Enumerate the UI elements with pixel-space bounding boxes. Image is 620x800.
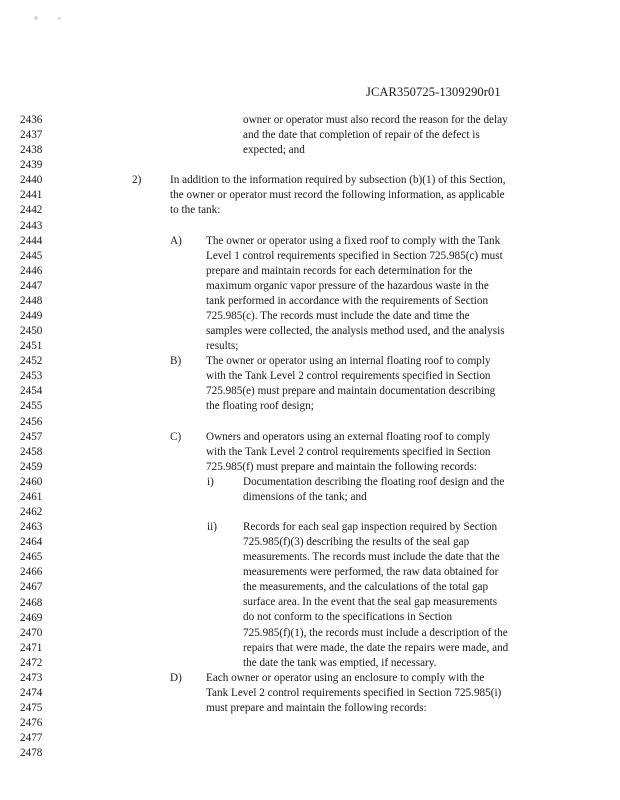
line-number: 2466 (20, 566, 43, 579)
text-line: with the Tank Level 2 control requirements specified in Section (206, 445, 491, 458)
item-c-i-paragraph (243, 475, 504, 505)
line-number: 2477 (20, 732, 43, 745)
item-a-paragraph (206, 234, 505, 355)
item-a-label: A) (170, 234, 182, 247)
text-line: Each owner or operator using an enclosure to comply with the (206, 672, 485, 684)
line-number: 2459 (20, 460, 43, 473)
item-c-ii-paragraph (243, 520, 508, 671)
line-number: 2454 (20, 385, 43, 398)
line-number: 2457 (20, 430, 43, 443)
line-numbers (20, 113, 53, 761)
line-number: 2441 (20, 189, 43, 202)
text-line: 725.985(f)(3) describing the results of the seal gap (243, 536, 470, 549)
line-number: 2474 (20, 686, 43, 699)
item-c-paragraph (206, 430, 491, 475)
line-number: 2446 (20, 264, 43, 277)
text-line: samples were collected, the analysis method used, and the analysis (206, 325, 505, 338)
text-line: expected; and (243, 144, 305, 157)
item-c-label: C) (170, 430, 182, 443)
line-number: 2447 (20, 279, 43, 292)
line-number: 2467 (20, 581, 43, 594)
text-line: the owner or operator must record the following information, as applicable (170, 189, 505, 202)
line-number: 2439 (20, 159, 43, 172)
line-number: 2461 (20, 490, 43, 503)
line-number: 2470 (20, 626, 43, 639)
text-line: 725.985(f)(1), the records must include a description of the (243, 626, 508, 639)
item-b-label: B) (170, 355, 182, 368)
line-number: 2452 (20, 355, 43, 368)
line-number: 2464 (20, 536, 43, 549)
text-line: measurements were performed, the raw data obtained for (243, 566, 499, 579)
text-line: the date the tank was emptied, if necessary. (243, 656, 437, 669)
text-line: owner or operator must also record the reason for the delay (243, 114, 508, 126)
item-2-label: 2) (132, 174, 142, 187)
line-number: 2449 (20, 310, 43, 323)
line-number: 2476 (20, 717, 43, 730)
text-line: results; (206, 340, 239, 353)
text-line: measurements. The records must include the date that the (243, 551, 500, 564)
line-number: 2472 (20, 656, 43, 669)
line-number: 2462 (20, 506, 43, 519)
line-number: 2445 (20, 249, 43, 262)
text-line: maximum organic vapor pressure of the hazardous waste in the (206, 279, 489, 292)
text-line: Documentation describing the floating roof design and the (243, 476, 505, 488)
line-number: 2438 (20, 144, 43, 157)
line-number: 2465 (20, 551, 43, 564)
text-line: to the tank: (170, 204, 221, 217)
text-line: repairs that were made, the date the repairs were made, and (243, 641, 509, 654)
text-line: the measurements, and the calculations of the total gap (243, 581, 489, 594)
line-number: 2455 (20, 400, 43, 413)
line-number: 2444 (20, 234, 43, 247)
continuation-paragraph (243, 113, 508, 158)
line-number: 2436 (20, 114, 43, 126)
line-number: 2473 (20, 671, 43, 684)
line-number: 2478 (20, 747, 43, 760)
text-line: must prepare and maintain the following records: (206, 702, 427, 715)
line-number: 2437 (20, 129, 43, 142)
line-number: 2463 (20, 521, 43, 534)
text-line: tank performed in accordance with the requirements of Section (206, 294, 489, 307)
line-number: 2440 (20, 174, 43, 187)
document-code: JCAR350725-1309290r01 (366, 85, 501, 99)
text-line: dimensions of the tank; and (243, 491, 367, 504)
line-number: 2475 (20, 702, 43, 715)
line-number: 2451 (20, 340, 43, 353)
scan-mark (58, 17, 61, 20)
text-line: the floating roof design; (206, 400, 314, 413)
text-line: Level 1 control requirements specified in Section 725.985(c) must (206, 249, 503, 262)
text-line: The owner or operator using an internal floating roof to comply (206, 355, 491, 368)
item-c-i-label: i) (207, 476, 214, 488)
text-line: prepare and maintain records for each determination for the (206, 264, 473, 277)
line-number: 2469 (20, 611, 43, 624)
line-number: 2471 (20, 641, 43, 654)
text-line: Owners and operators using an external floating roof to comply (206, 430, 491, 443)
line-number: 2468 (20, 596, 43, 609)
text-line: 725.985(f) must prepare and maintain the following records: (206, 460, 477, 473)
text-line: The owner or operator using a fixed roof to comply with the Tank (206, 234, 501, 247)
text-line: In addition to the information required by subsection (b)(1) of this Section, (170, 174, 506, 187)
line-number: 2443 (20, 219, 43, 232)
text-line: 725.985(e) must prepare and maintain documentation describing (206, 385, 496, 398)
text-line: do not conform to the specifications in Section (243, 611, 453, 624)
scan-mark (34, 16, 38, 20)
line-number: 2442 (20, 204, 43, 217)
text-line: 725.985(c). The records must include the date and time the (206, 309, 470, 322)
line-number: 2448 (20, 294, 43, 307)
line-number: 2450 (20, 325, 43, 338)
line-number: 2460 (20, 475, 43, 488)
text-line: with the Tank Level 2 control requirements specified in Section (206, 370, 491, 383)
text-line: Records for each seal gap inspection required by Section (243, 521, 498, 533)
text-line: Tank Level 2 control requirements specified in Section 725.985(i) (206, 687, 502, 700)
text-line: surface area. In the event that the seal gap measurements (243, 596, 498, 609)
line-number: 2458 (20, 445, 43, 458)
item-d-label: D) (170, 672, 182, 684)
item-2-paragraph (170, 173, 506, 218)
line-number: 2456 (20, 415, 43, 428)
text-line: and the date that completion of repair of the defect is (243, 129, 480, 142)
item-b-paragraph (206, 354, 495, 414)
item-d-paragraph (206, 671, 501, 716)
line-number: 2453 (20, 370, 43, 383)
item-c-ii-label: ii) (207, 521, 217, 533)
